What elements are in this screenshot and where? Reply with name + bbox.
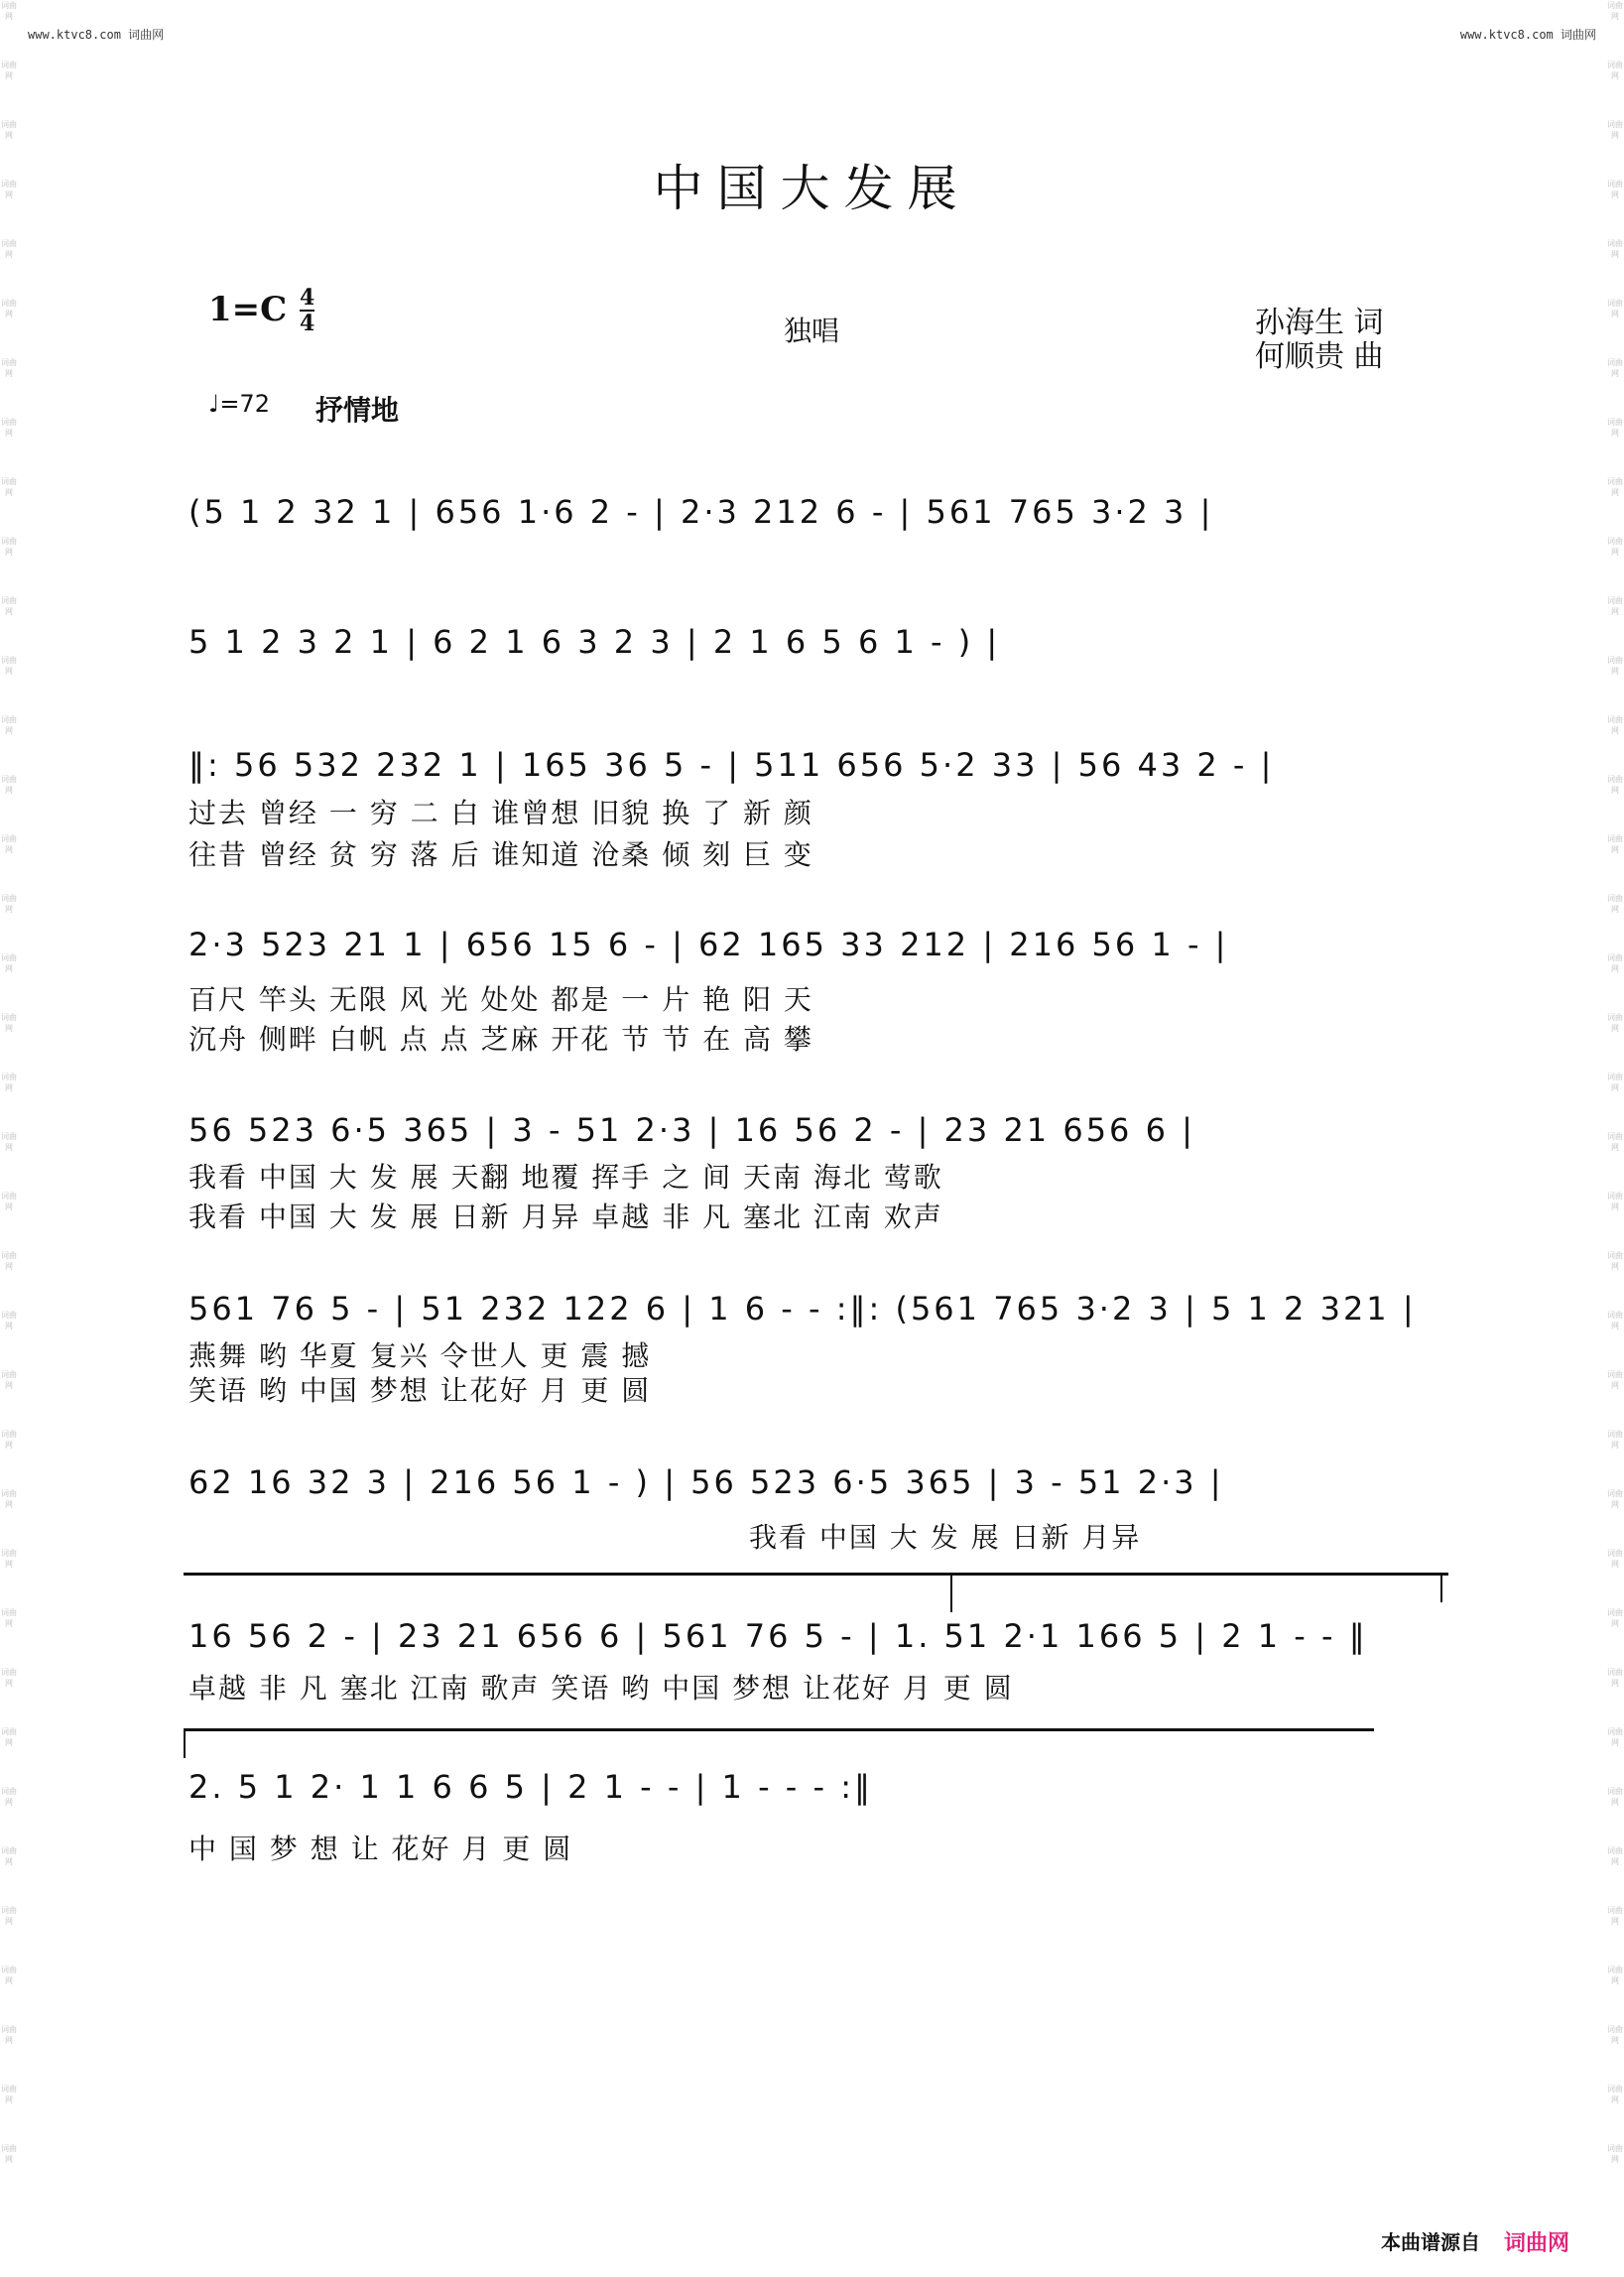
expression-marking: 抒情地 [315, 394, 400, 427]
volta-1-bracket [950, 1573, 952, 1612]
score-row-3: ‖: 56 532 232 1 | 165 36 5 - | 511 656 5·2 33 | 56 43 2 - | [188, 746, 1275, 784]
meter-top: 4 [300, 285, 315, 311]
score-row-4: 2·3 523 21 1 | 656 15 6 - | 62 165 33 212 | 216 56 1 - | [188, 926, 1229, 963]
time-signature [300, 286, 314, 335]
section-divider-line [184, 1573, 1448, 1576]
composer-credit: 何顺贵 曲 [1255, 339, 1384, 374]
side-watermark-left: 词曲网 词曲网 词曲网 词曲网 词曲网 词曲网 词曲网 词曲网 词曲网 词曲网 词曲网 词曲网 词曲网 词曲网 词曲网 词曲网 词曲网 词曲网 词曲网 词曲网 词曲网 词曲网 词曲网 词曲网 词曲网 词曲网 词曲网 词曲网 词曲网 词曲网 词曲网 词曲网 词曲网 词曲网 词曲网 词曲网 词曲网 [1, 1, 17, 2164]
volta-end-bracket [1440, 1573, 1442, 1602]
lyrics-row-4-verse-1: 百尺 竿头 无限 风 光 处处 都是 一 片 艳 阳 天 [188, 983, 813, 1016]
score-row-5: 56 523 6·5 365 | 3 - 51 2·3 | 16 56 2 - | 23 21 656 6 | [188, 1111, 1195, 1149]
volta-2-bracket [184, 1728, 186, 1758]
score-row-7: 62 16 32 3 | 216 56 1 - ) | 56 523 6·5 365 | 3 - 51 2·3 | [188, 1463, 1224, 1501]
header-url-left[interactable]: www.ktvc8.com 词曲网 [28, 28, 165, 42]
meter-bottom: 4 [300, 311, 315, 336]
score-row-2: 5 1 2 3 2 1 | 6 2 1 6 3 2 3 | 2 1 6 5 6 1 - ) | [188, 623, 1001, 661]
tempo-marking: ♩=72 [208, 390, 270, 418]
footer-source-site[interactable]: 词曲网 [1503, 2231, 1569, 2256]
score-row-9: 2. 5 1 2· 1 1 6 6 5 | 2 1 - - | 1 - - - :‖ [188, 1768, 873, 1806]
score-row-6: 561 76 5 - | 51 232 122 6 | 1 6 - - :‖: (561 765 3·2 3 | 5 1 2 321 | [188, 1290, 1417, 1328]
lyrics-row-9-verse-1: 中 国 梦 想 让 花好 月 更 圆 [188, 1833, 573, 1865]
song-title: 中国大发展 [653, 160, 971, 217]
lyricist-credit: 孙海生 词 [1255, 306, 1384, 340]
score-row-8: 16 56 2 - | 23 21 656 6 | 561 76 5 - | 1. 51 2·1 166 5 | 2 1 - - ‖ [188, 1617, 1368, 1655]
lyrics-row-5-verse-2: 我看 中国 大 发 展 日新 月异 卓越 非 凡 塞北 江南 欢声 [188, 1201, 943, 1233]
side-watermark-right: 词曲网 词曲网 词曲网 词曲网 词曲网 词曲网 词曲网 词曲网 词曲网 词曲网 词曲网 词曲网 词曲网 词曲网 词曲网 词曲网 词曲网 词曲网 词曲网 词曲网 词曲网 词曲网 词曲网 词曲网 词曲网 词曲网 词曲网 词曲网 词曲网 词曲网 词曲网 词曲网 词曲网 词曲网 词曲网 词曲网 词曲网 [1607, 1, 1623, 2164]
lyrics-row-3-verse-2: 往昔 曾经 贫 穷 落 后 谁知道 沧桑 倾 刻 巨 变 [188, 838, 813, 871]
lyrics-row-8-verse-1: 卓越 非 凡 塞北 江南 歌声 笑语 哟 中国 梦想 让花好 月 更 圆 [188, 1672, 1014, 1705]
key-signature: 1=C [208, 290, 288, 329]
lyrics-row-6-verse-1: 燕舞 哟 华夏 复兴 令世人 更 震 撼 [188, 1339, 652, 1372]
lyrics-row-3-verse-1: 过去 曾经 一 穷 二 白 谁曾想 旧貌 换 了 新 颜 [188, 797, 813, 829]
volta-2-line [184, 1728, 1374, 1731]
lyrics-row-6-verse-2: 笑语 哟 中国 梦想 让花好 月 更 圆 [188, 1374, 652, 1407]
footer-source-label: 本曲谱源自 [1381, 2230, 1480, 2254]
lyrics-row-7-verse-1: 我看 中国 大 发 展 日新 月异 [749, 1521, 1142, 1554]
score-row-1: (5 1 2 32 1 | 656 1·6 2 - | 2·3 212 6 - | 561 765 3·2 3 | [188, 493, 1214, 531]
header-url-right[interactable]: www.ktvc8.com 词曲网 [1459, 28, 1596, 42]
lyrics-row-5-verse-1: 我看 中国 大 发 展 天翻 地覆 挥手 之 间 天南 海北 莺歌 [188, 1161, 943, 1194]
lyrics-row-4-verse-2: 沉舟 侧畔 白帆 点 点 芝麻 开花 节 节 在 高 攀 [188, 1023, 813, 1056]
performance-type: 独唱 [784, 315, 840, 347]
